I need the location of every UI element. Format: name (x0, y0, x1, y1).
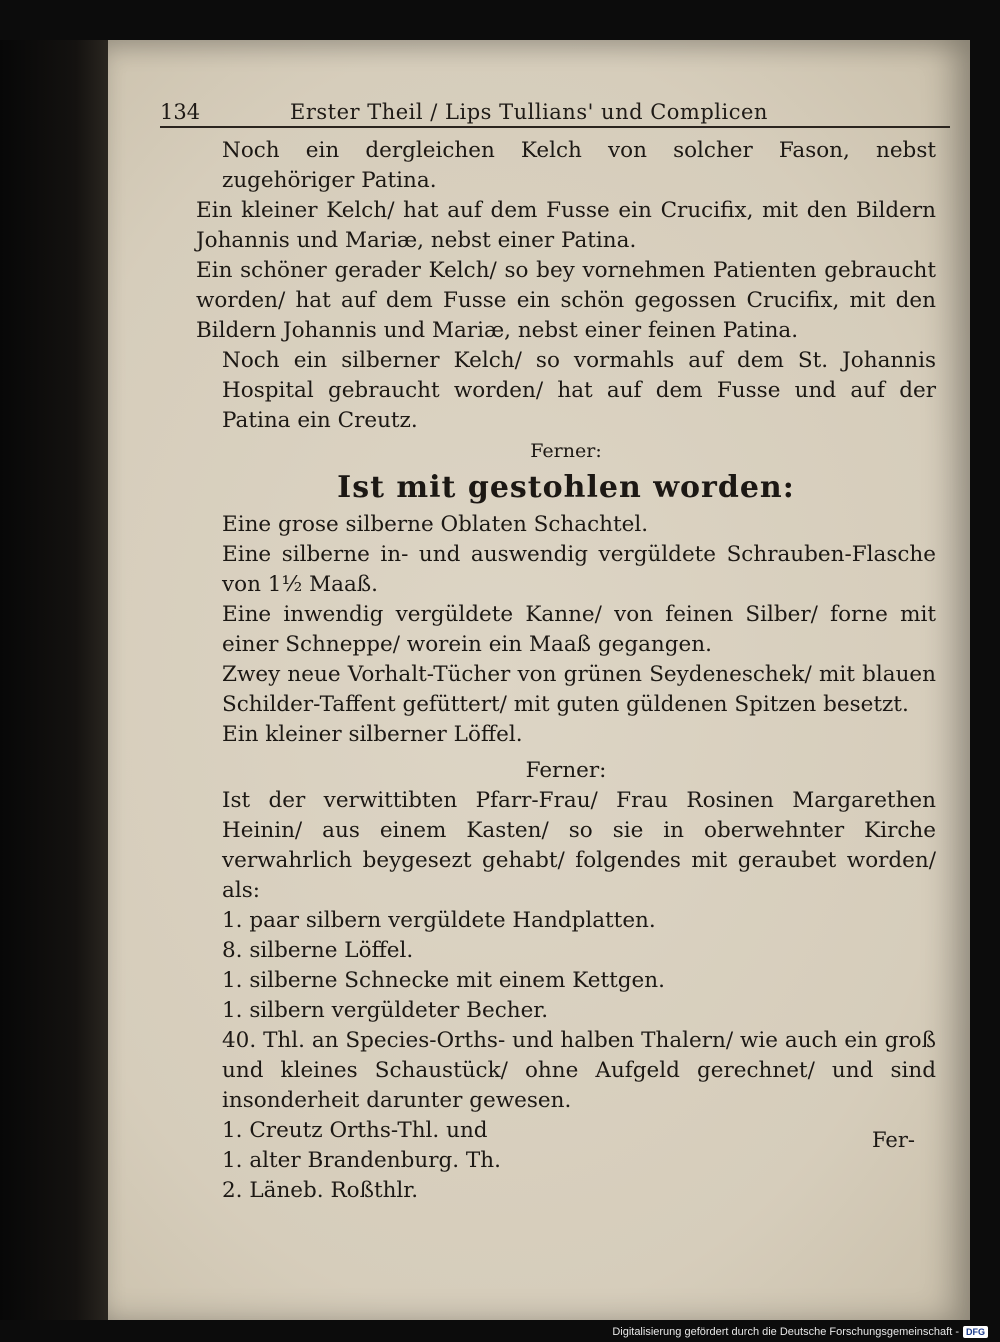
list-item: 1. Creutz Orths-Thl. und (222, 1118, 488, 1143)
section-heading: Ferner: (525, 758, 607, 783)
list-item: 2. Läneb. Roßthlr. (222, 1178, 419, 1203)
paragraph: Zwey neue Vorhalt-Tücher von grünen Seydeneschek/ mit blauen Schilder-Taffent gefüttert/ mit guten güldenen Spitzen besetzt. (222, 662, 936, 717)
paragraph: Noch ein silberner Kelch/ so vormahls auf dem St. Johannis Hospital gebraucht worden/ hat auf dem Fusse und auf der Patina ein Creutz. (222, 348, 936, 433)
running-title: Erster Theil / Lips Tullians' und Complicen (290, 100, 768, 124)
catchword: Fer- (872, 1128, 915, 1152)
paragraph: Ist der verwittibten Pfarr-Frau/ Frau Rosinen Margarethen Heinin/ aus einem Kasten/ so sie in oberwehnter Kirche verwahrlich beygesezt gehabt/ folgendes mit geraubet worden/ als: (222, 788, 936, 903)
list-item: 1. paar silbern vergüldete Handplatten. (222, 908, 656, 933)
paragraph: Ein schöner gerader Kelch/ so bey vornehmen Patienten gebraucht worden/ hat auf dem Fusse ein schön gegossen Crucifix, mit den Bildern Johannis und Mariæ, nebst einer feinen Patina. (196, 258, 936, 343)
paragraph: Eine grose silberne Oblaten Schachtel. (222, 512, 649, 537)
list-item: 1. alter Brandenburg. Th. (222, 1148, 501, 1173)
digitization-credit (612, 1326, 988, 1338)
page-text (196, 136, 936, 1206)
paragraph: 40. Thl. an Species-Orths- und halben Thalern/ wie auch ein groß und kleines Schaustück/ ohne Aufgeld gerechnet/ und sind insonderheit darunter gewesen. (222, 1028, 936, 1113)
section-heading-small: Ferner: (530, 440, 602, 462)
list-item: 1. silberne Schnecke mit einem Kettgen. (222, 968, 665, 993)
credit-text: Digitalisierung gefördert durch die Deutsche Forschungsgemeinschaft - (612, 1326, 959, 1338)
section-heading-large: Ist mit gestohlen worden: (337, 470, 795, 505)
paragraph: Noch ein dergleichen Kelch von solcher Fason, nebst zugehöriger Patina. (222, 138, 936, 193)
list-item: 1. silbern vergüldeter Becher. (222, 998, 549, 1023)
book-gutter (0, 40, 108, 1320)
header-rule (160, 126, 950, 128)
paragraph: Eine silberne in- und auswendig vergüldete Schrauben-Flasche von 1½ Maaß. (222, 542, 936, 597)
page-number: 134 (160, 100, 201, 124)
list-item: 8. silberne Löffel. (222, 938, 414, 963)
dfg-logo-icon: DFG (963, 1326, 988, 1338)
paragraph: Ein kleiner silberner Löffel. (222, 722, 523, 747)
paragraph: Eine inwendig vergüldete Kanne/ von feinen Silber/ forne mit einer Schneppe/ worein ein Maaß gegangen. (222, 602, 936, 657)
paragraph: Ein kleiner Kelch/ hat auf dem Fusse ein Crucifix, mit den Bildern Johannis und Mariæ, nebst einer Patina. (196, 198, 936, 253)
